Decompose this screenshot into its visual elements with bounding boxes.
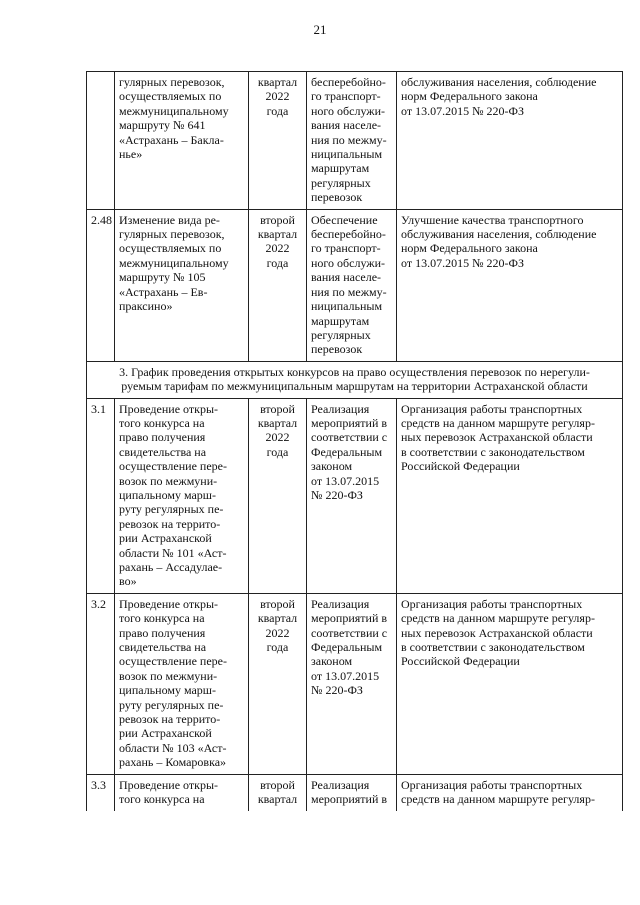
result-cell-line: Организация работы транспортных <box>401 777 583 792</box>
row-number: 3.2 <box>87 593 115 774</box>
term-cell-line: второй <box>260 401 295 416</box>
event-cell-line: руту регулярных пе- <box>119 697 224 712</box>
event-cell-line: рии Астраханской <box>119 531 212 546</box>
event-cell-line: во» <box>119 574 137 589</box>
form-cell-line: от 13.07.2015 <box>311 668 380 683</box>
form-cell-line: маршрутам <box>311 161 370 176</box>
term-cell-line: второй <box>260 212 295 227</box>
event-cell-line: ревозок на террито- <box>119 712 221 727</box>
section-header-row <box>87 361 623 398</box>
event-cell-line: гулярных перевозок, <box>119 75 225 89</box>
section-title-line: 3. График проведения открытых конкурсов на право осуществления перевозок по нерегули- <box>119 364 590 379</box>
result-cell <box>397 398 623 593</box>
event-cell-line: рахань – Комаровка» <box>119 755 227 770</box>
term-cell-line: 2022 <box>265 430 290 445</box>
event-cell-line: того конкурса на <box>119 611 205 626</box>
term-cell <box>249 209 307 361</box>
form-cell-line: законом <box>311 459 353 474</box>
event-cell-line: Изменение вида ре- <box>119 212 220 227</box>
result-cell-line: от 13.07.2015 № 220-ФЗ <box>401 255 525 270</box>
result-cell-line: средств на данном маршруте регуляр- <box>401 792 595 807</box>
term-cell-line: 2022 <box>265 241 290 256</box>
event-cell-line: рии Астраханской <box>119 726 212 741</box>
term-cell-line: года <box>266 255 289 270</box>
form-cell-line: соответствии с <box>311 625 388 640</box>
form-cell-line: № 220-ФЗ <box>311 487 363 502</box>
form-cell-line: мероприятий в <box>311 415 388 430</box>
result-cell-line: Организация работы транспортных <box>401 596 583 611</box>
form-cell-line: ного обслужи- <box>311 255 386 270</box>
event-cell <box>115 398 249 593</box>
form-cell <box>307 209 397 361</box>
event-cell <box>115 593 249 774</box>
result-cell-line: средств на данном маршруте регуляр- <box>401 415 595 430</box>
form-cell <box>307 593 397 774</box>
table-row <box>87 774 623 810</box>
event-cell-line: маршруту № 105 <box>119 270 206 285</box>
form-cell <box>307 398 397 593</box>
event-cell-line: маршруту № 641 <box>119 118 206 133</box>
term-cell <box>249 593 307 774</box>
event-cell-line: гулярных перевозок, <box>119 227 225 242</box>
result-cell-line: в соответствии с законодательством <box>401 444 585 459</box>
term-cell-line: года <box>266 444 289 459</box>
form-cell-line: го транспорт- <box>311 241 381 256</box>
form-cell-line: Федеральным <box>311 640 383 655</box>
term-cell-line: квартал <box>257 227 298 242</box>
result-cell-line: Российской Федерации <box>401 654 520 669</box>
result-cell <box>397 774 623 810</box>
row-number <box>87 72 115 210</box>
event-cell-line: того конкурса на <box>119 792 205 807</box>
table-row <box>87 593 623 774</box>
form-cell-line: ниципальным <box>311 299 383 314</box>
result-cell <box>397 72 623 210</box>
result-cell-line: норм Федерального закона <box>401 89 538 104</box>
form-cell-line: Реализация <box>311 596 370 611</box>
result-cell-line: от 13.07.2015 № 220-ФЗ <box>401 103 525 118</box>
term-cell-line: квартал <box>257 415 298 430</box>
result-cell-line: Российской Федерации <box>401 459 520 474</box>
event-cell-line: области № 101 «Аст- <box>119 545 227 560</box>
form-cell <box>307 72 397 210</box>
event-cell-line: ревозок на террито- <box>119 516 221 531</box>
form-cell-line: бесперебойно- <box>311 75 386 89</box>
event-cell-line: осуществление пере- <box>119 459 227 474</box>
term-cell-line: года <box>266 103 289 118</box>
form-cell-line: Реализация <box>311 401 370 416</box>
term-cell <box>249 398 307 593</box>
table-row <box>87 398 623 593</box>
form-cell-line: Федеральным <box>311 444 383 459</box>
event-cell-line: Проведение откры- <box>119 401 219 416</box>
event-cell <box>115 209 249 361</box>
event-cell-line: свидетельства на <box>119 444 207 459</box>
form-cell-line: регулярных <box>311 175 371 190</box>
event-cell-line: нье» <box>119 147 143 162</box>
event-cell-line: того конкурса на <box>119 415 205 430</box>
table-row <box>87 72 623 210</box>
event-cell-line: рахань – Ассадулае- <box>119 560 223 574</box>
event-cell-line: межмуниципальному <box>119 255 229 270</box>
result-cell-line: обслуживания населения, соблюдение <box>401 227 597 242</box>
result-cell-line: ных перевозок Астраханской области <box>401 625 593 640</box>
result-cell-line: ных перевозок Астраханской области <box>401 430 593 445</box>
event-cell-line: возок по межмуни- <box>119 668 218 683</box>
term-cell-line: 2022 <box>265 89 290 104</box>
event-cell-line: свидетельства на <box>119 640 207 655</box>
section-title <box>87 361 623 398</box>
event-cell-line: области № 103 «Аст- <box>119 740 227 755</box>
form-cell-line: регулярных <box>311 327 371 342</box>
term-cell-line: года <box>266 640 289 655</box>
event-cell-line: ципальному марш- <box>119 487 217 502</box>
row-number: 2.48 <box>87 209 115 361</box>
form-cell-line: ниципальным <box>311 147 383 162</box>
term-cell-line: второй <box>260 596 295 611</box>
term-cell-line: второй <box>260 777 295 792</box>
form-cell <box>307 774 397 810</box>
event-cell-line: осуществляемых по <box>119 241 222 256</box>
form-cell-line: перевозок <box>311 190 363 205</box>
result-cell-line: средств на данном маршруте регуляр- <box>401 611 595 626</box>
section-title-line: руемым тарифам по межмуниципальным маршрутам на территории Астраханской области <box>121 379 588 394</box>
event-cell-line: «Астрахань – Бакла- <box>119 132 224 147</box>
form-cell-line: мероприятий в <box>311 792 388 807</box>
form-cell-line: вания населе- <box>311 118 382 133</box>
form-cell-line: соответствии с <box>311 430 388 445</box>
form-cell-line: Обеспечение <box>311 212 378 227</box>
event-cell-line: ципальному марш- <box>119 683 217 698</box>
form-cell-line: от 13.07.2015 <box>311 473 380 488</box>
term-cell-line: 2022 <box>265 625 290 640</box>
event-cell-line: руту регулярных пе- <box>119 502 224 517</box>
term-cell-line: квартал <box>257 75 298 89</box>
form-cell-line: го транспорт- <box>311 89 381 104</box>
form-cell-line: законом <box>311 654 353 669</box>
form-cell-line: мероприятий в <box>311 611 388 626</box>
event-cell <box>115 774 249 810</box>
form-cell-line: маршрутам <box>311 313 370 328</box>
form-cell-line: бесперебойно- <box>311 227 386 242</box>
result-cell-line: Организация работы транспортных <box>401 401 583 416</box>
form-cell-line: ного обслужи- <box>311 103 386 118</box>
result-cell-line: Улучшение качества транспортного <box>401 212 584 227</box>
form-cell-line: ния по межму- <box>311 132 387 147</box>
result-cell <box>397 209 623 361</box>
event-cell-line: Проведение откры- <box>119 596 219 611</box>
plan-table <box>86 71 623 811</box>
event-cell <box>115 72 249 210</box>
term-cell-line: квартал <box>257 792 298 807</box>
row-number: 3.3 <box>87 774 115 810</box>
term-cell <box>249 774 307 810</box>
event-cell-line: межмуниципальному <box>119 103 229 118</box>
form-cell-line: вания населе- <box>311 270 382 285</box>
event-cell-line: право получения <box>119 430 206 445</box>
event-cell-line: праксино» <box>119 299 173 314</box>
event-cell-line: возок по межмуни- <box>119 473 218 488</box>
form-cell-line: перевозок <box>311 342 363 357</box>
form-cell-line: ния по межму- <box>311 284 387 299</box>
event-cell-line: Проведение откры- <box>119 777 219 792</box>
event-cell-line: осуществляемых по <box>119 89 222 104</box>
table-row <box>87 209 623 361</box>
form-cell-line: Реализация <box>311 777 370 792</box>
form-cell-line: № 220-ФЗ <box>311 683 363 698</box>
event-cell-line: право получения <box>119 625 206 640</box>
row-number: 3.1 <box>87 398 115 593</box>
event-cell-line: «Астрахань – Ев- <box>119 284 208 299</box>
result-cell-line: в соответствии с законодательством <box>401 640 585 655</box>
term-cell <box>249 72 307 210</box>
result-cell-line: обслуживания населения, соблюдение <box>401 75 597 89</box>
term-cell-line: квартал <box>257 611 298 626</box>
result-cell <box>397 593 623 774</box>
event-cell-line: осуществление пере- <box>119 654 227 669</box>
page-number: 21 <box>313 22 327 37</box>
result-cell-line: норм Федерального закона <box>401 241 538 256</box>
